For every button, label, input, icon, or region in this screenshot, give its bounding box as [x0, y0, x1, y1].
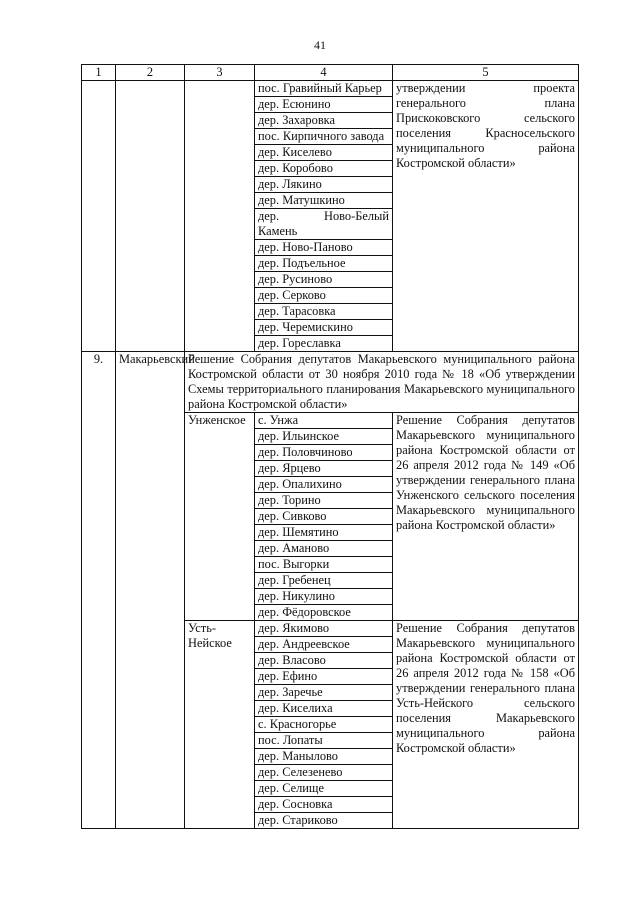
settlement-cell: дер. Торино: [255, 493, 393, 509]
district-decision-cell: Решение Собрания депутатов Макарьевского муниципального района Костромской области от 30 ноября 2010 года № 18 «Об утверждении Схемы территориального планирования Макарьевского муниципального района Костромской области»: [185, 352, 579, 413]
settlement-cell: дер. Ефино: [255, 669, 393, 685]
settlement-cell: дер. Коробово: [255, 161, 393, 177]
settlement-cell: пос. Лопаты: [255, 733, 393, 749]
settlement-cell: дер. Никулино: [255, 589, 393, 605]
settlement-cell: дер. Тарасовка: [255, 304, 393, 320]
settlement-cell: пос. Гравийный Карьер: [255, 81, 393, 97]
settlement-cell: дер. Гореславка: [255, 336, 393, 352]
settlement-cell: с. Унжа: [255, 413, 393, 429]
settlement-cell: дер. Лякино: [255, 177, 393, 193]
number-cell: 9.: [82, 352, 116, 829]
settlement-cell: дер. Черемискино: [255, 320, 393, 336]
settlement-cell: дер. Ново-Паново: [255, 240, 393, 256]
settlement-cell: дер. Подъельное: [255, 256, 393, 272]
settlements-table: [81, 64, 579, 829]
settlement-cell: дер. Фёдоровское: [255, 605, 393, 621]
district-cell: [116, 81, 185, 352]
district-cell: Макарьевский: [116, 352, 185, 829]
settlement-cell: дер. Половчиново: [255, 445, 393, 461]
table-row: [82, 81, 579, 97]
settlement-cell: дер. Захаровка: [255, 113, 393, 129]
settlement-cell: дер. Матушкино: [255, 193, 393, 209]
settlement-cell: дер. Киселиха: [255, 701, 393, 717]
settlement-cell: с. Красногорье: [255, 717, 393, 733]
settlement-cell: дер. Есюнино: [255, 97, 393, 113]
header-cell-1: 1: [82, 65, 116, 81]
decision-cell: утверждении проекта генерального плана Прискоковского сельского поселения Красносельского муниципального района Костромской области»: [393, 81, 579, 352]
settlement-cell: дер. Ярцево: [255, 461, 393, 477]
settlement-cell: дер. Стариково: [255, 813, 393, 829]
settlement-cell: дер. Власово: [255, 653, 393, 669]
settlement-cell: пос. Выгорки: [255, 557, 393, 573]
settlement-cell: дер. Андреевское: [255, 637, 393, 653]
settlement-cell: дер. Селезенево: [255, 765, 393, 781]
settlement-cell: дер. Ильинское: [255, 429, 393, 445]
decision-cell: Решение Собрания депутатов Макарьевского муниципального района Костромской области от 26 апреля 2012 года № 158 «Об утверждении генерального плана Усть-Нейского сельского поселения Макарьевского муниципального района Костромской области»: [393, 621, 579, 829]
settlement-cell: дер. Гребенец: [255, 573, 393, 589]
header-row: [82, 65, 579, 81]
page-number: 41: [314, 38, 326, 52]
settlement-cell: пос. Кирпичного завода: [255, 129, 393, 145]
settlement-cell: дер. Русиново: [255, 272, 393, 288]
header-cell-5: 5: [393, 65, 579, 81]
settlement-cell: дер. Киселево: [255, 145, 393, 161]
settlement-cell: дер. Аманово: [255, 541, 393, 557]
settlement-cell: дер. Селище: [255, 781, 393, 797]
settlement-cell: дер. Шемятино: [255, 525, 393, 541]
settlement-group-cell: Унженское: [185, 413, 255, 621]
decision-cell: Решение Собрания депутатов Макарьевского муниципального района Костромской области от 26 апреля 2012 года № 149 «Об утверждении генерального плана Унженского сельского поселения Макарьевского муниципального района Костромской области»: [393, 413, 579, 621]
settlement-cell: дер. Заречье: [255, 685, 393, 701]
table-row: [82, 352, 579, 413]
header-cell-2: 2: [116, 65, 185, 81]
settlement-group-cell: [185, 81, 255, 352]
settlement-cell: дер. Манылово: [255, 749, 393, 765]
settlement-group-cell: Усть-Нейское: [185, 621, 255, 829]
settlement-cell: дер. Сивково: [255, 509, 393, 525]
number-cell: [82, 81, 116, 352]
settlement-cell: дер. Серково: [255, 288, 393, 304]
header-cell-3: 3: [185, 65, 255, 81]
header-cell-4: 4: [255, 65, 393, 81]
settlement-cell: дер. Сосновка: [255, 797, 393, 813]
settlement-cell: дер. Ново-Белый Камень: [255, 209, 393, 240]
settlement-cell: дер. Якимово: [255, 621, 393, 637]
settlement-cell: дер. Опалихино: [255, 477, 393, 493]
